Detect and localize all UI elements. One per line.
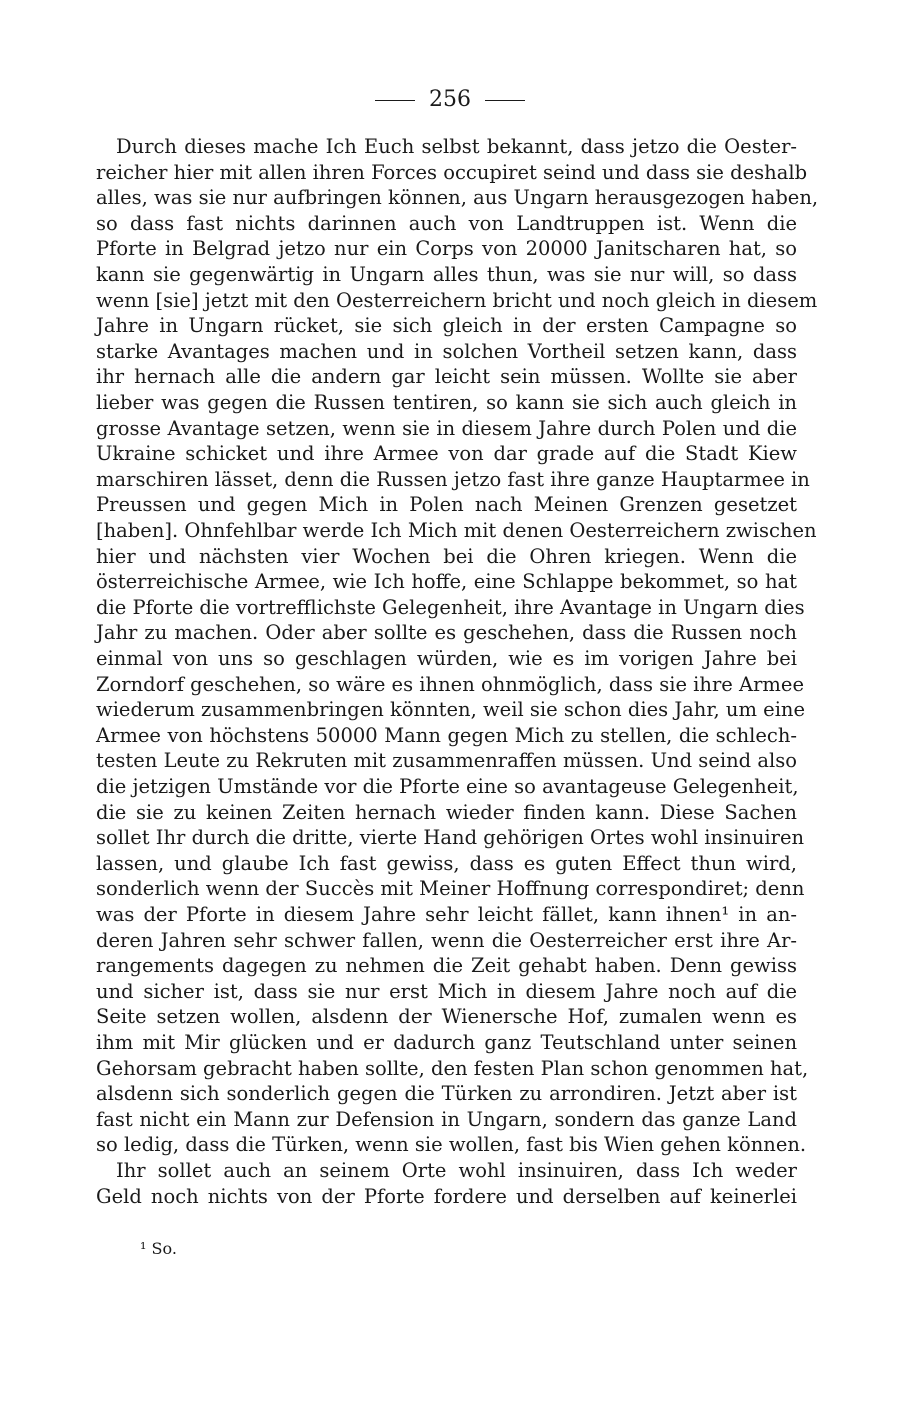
text-line: hier und nächsten vier Wochen bei die Ohren kriegen. Wenn die — [96, 544, 797, 568]
text-line: Jahr zu machen. Oder aber sollte es geschehen, dass die Russen noch — [96, 621, 797, 645]
text-line: ihr hernach alle die andern gar leicht sein müssen. Wollte sie aber — [96, 365, 797, 389]
page-number: 256 — [429, 87, 471, 112]
text-line: Preussen und gegen Mich in Polen nach Meinen Grenzen gesetzet — [96, 493, 797, 517]
text-line: deren Jahren sehr schwer fallen, wenn die Oesterreicher erst ihre Ar- — [96, 928, 797, 952]
text-line: lieber was gegen die Russen tentiren, so kann sie sich auch gleich in — [96, 391, 797, 414]
page-header — [0, 86, 900, 114]
footnote: ¹ So. — [140, 1239, 177, 1258]
text-line: ihm mit Mir glücken und er dadurch ganz Teutschland unter seinen — [96, 1031, 797, 1054]
text-line: marschiren lässet, denn die Russen jetzo fast ihre ganze Hauptarmee in — [96, 467, 810, 491]
text-line: Jahre in Ungarn rücket, sie sich gleich in der ersten Campagne so — [96, 314, 797, 338]
text-line: sonderlich wenn der Succès mit Meiner Hoffnung correspondiret; denn — [96, 877, 805, 901]
header-rule-right — [485, 100, 525, 101]
text-line: Seite setzen wollen, alsdenn der Wienersche Hof, zumalen wenn es — [96, 1005, 797, 1029]
text-line: alsdenn sich sonderlich gegen die Türken zu arrondiren. Jetzt aber ist — [96, 1082, 797, 1106]
text-line: sollet Ihr durch die dritte, vierte Hand gehörigen Ortes wohl insinuiren — [96, 826, 805, 850]
text-line: Armee von höchstens 50000 Mann gegen Mich zu stellen, die schlech- — [96, 723, 797, 747]
text-line: einmal von uns so geschlagen würden, wie es im vorigen Jahre bei — [96, 647, 797, 670]
text-line: die sie zu keinen Zeiten hernach wieder finden kann. Diese Sachen — [96, 800, 797, 824]
text-line: lassen, und glaube Ich fast gewiss, dass es guten Effect thun wird, — [96, 851, 797, 875]
text-line: Pforte in Belgrad jetzo nur ein Corps von 20000 Janitscharen hat, so — [96, 237, 797, 261]
text-line: fast nicht ein Mann zur Defension in Ungarn, sondern das ganze Land — [96, 1107, 797, 1131]
text-line: [haben]. Ohnfehlbar werde Ich Mich mit denen Oesterreichern zwischen — [96, 519, 817, 542]
text-line: rangements dagegen zu nehmen die Zeit gehabt haben. Denn gewiss — [96, 954, 797, 978]
text-line: testen Leute zu Rekruten mit zusammenraffen müssen. Und seind also — [96, 749, 797, 773]
text-line: die jetzigen Umstände vor die Pforte eine so avantageuse Gelegenheit, — [96, 775, 799, 798]
text-line: so dass fast nichts darinnen auch von Landtruppen ist. Wenn die — [96, 211, 797, 235]
text-line: und sicher ist, dass sie nur erst Mich in diesem Jahre noch auf die — [96, 979, 797, 1003]
text-line: was der Pforte in diesem Jahre sehr leicht fället, kann ihnen¹ in an- — [96, 903, 797, 926]
text-line: reicher hier mit allen ihren Forces occupiret seind und dass sie deshalb — [96, 160, 808, 184]
text-line: Ihr sollet auch an seinem Orte wohl insinuiren, dass Ich weder — [116, 1159, 797, 1182]
text-line: österreichische Armee, wie Ich hoffe, eine Schlappe bekommet, so hat — [96, 570, 797, 594]
text-line: wenn [sie] jetzt mit den Oesterreichern bricht und noch gleich in diesem — [96, 288, 818, 312]
text-line: kann sie gegenwärtig in Ungarn alles thun, was sie nur will, so dass — [96, 263, 797, 286]
text-line: Geld noch nichts von der Pforte fordere und derselben auf keinerlei — [96, 1184, 797, 1208]
text-line: Gehorsam gebracht haben sollte, den festen Plan schon genommen hat, — [96, 1056, 809, 1080]
header-rule-left — [375, 100, 415, 101]
text-line: alles, was sie nur aufbringen können, aus Ungarn herausgezogen haben, — [96, 186, 819, 210]
text-line: grosse Avantage setzen, wenn sie in diesem Jahre durch Polen und die — [96, 416, 797, 440]
text-line: so ledig, dass die Türken, wenn sie wollen, fast bis Wien gehen können. — [96, 1133, 807, 1157]
text-line: Ukraine schicket und ihre Armee von dar grade auf die Stadt Kiew — [96, 442, 797, 466]
text-line: wiederum zusammenbringen könnten, weil sie schon dies Jahr, um eine — [96, 698, 806, 722]
text-line: die Pforte die vortrefflichste Gelegenheit, ihre Avantage in Ungarn dies — [96, 595, 805, 619]
text-line: Zorndorf geschehen, so wäre es ihnen ohnmöglich, dass sie ihre Armee — [96, 672, 805, 696]
text-line: Durch dieses mache Ich Euch selbst bekannt, dass jetzo die Oester- — [116, 135, 797, 158]
text-line: starke Avantages machen und in solchen Vortheil setzen kann, dass — [96, 339, 797, 363]
